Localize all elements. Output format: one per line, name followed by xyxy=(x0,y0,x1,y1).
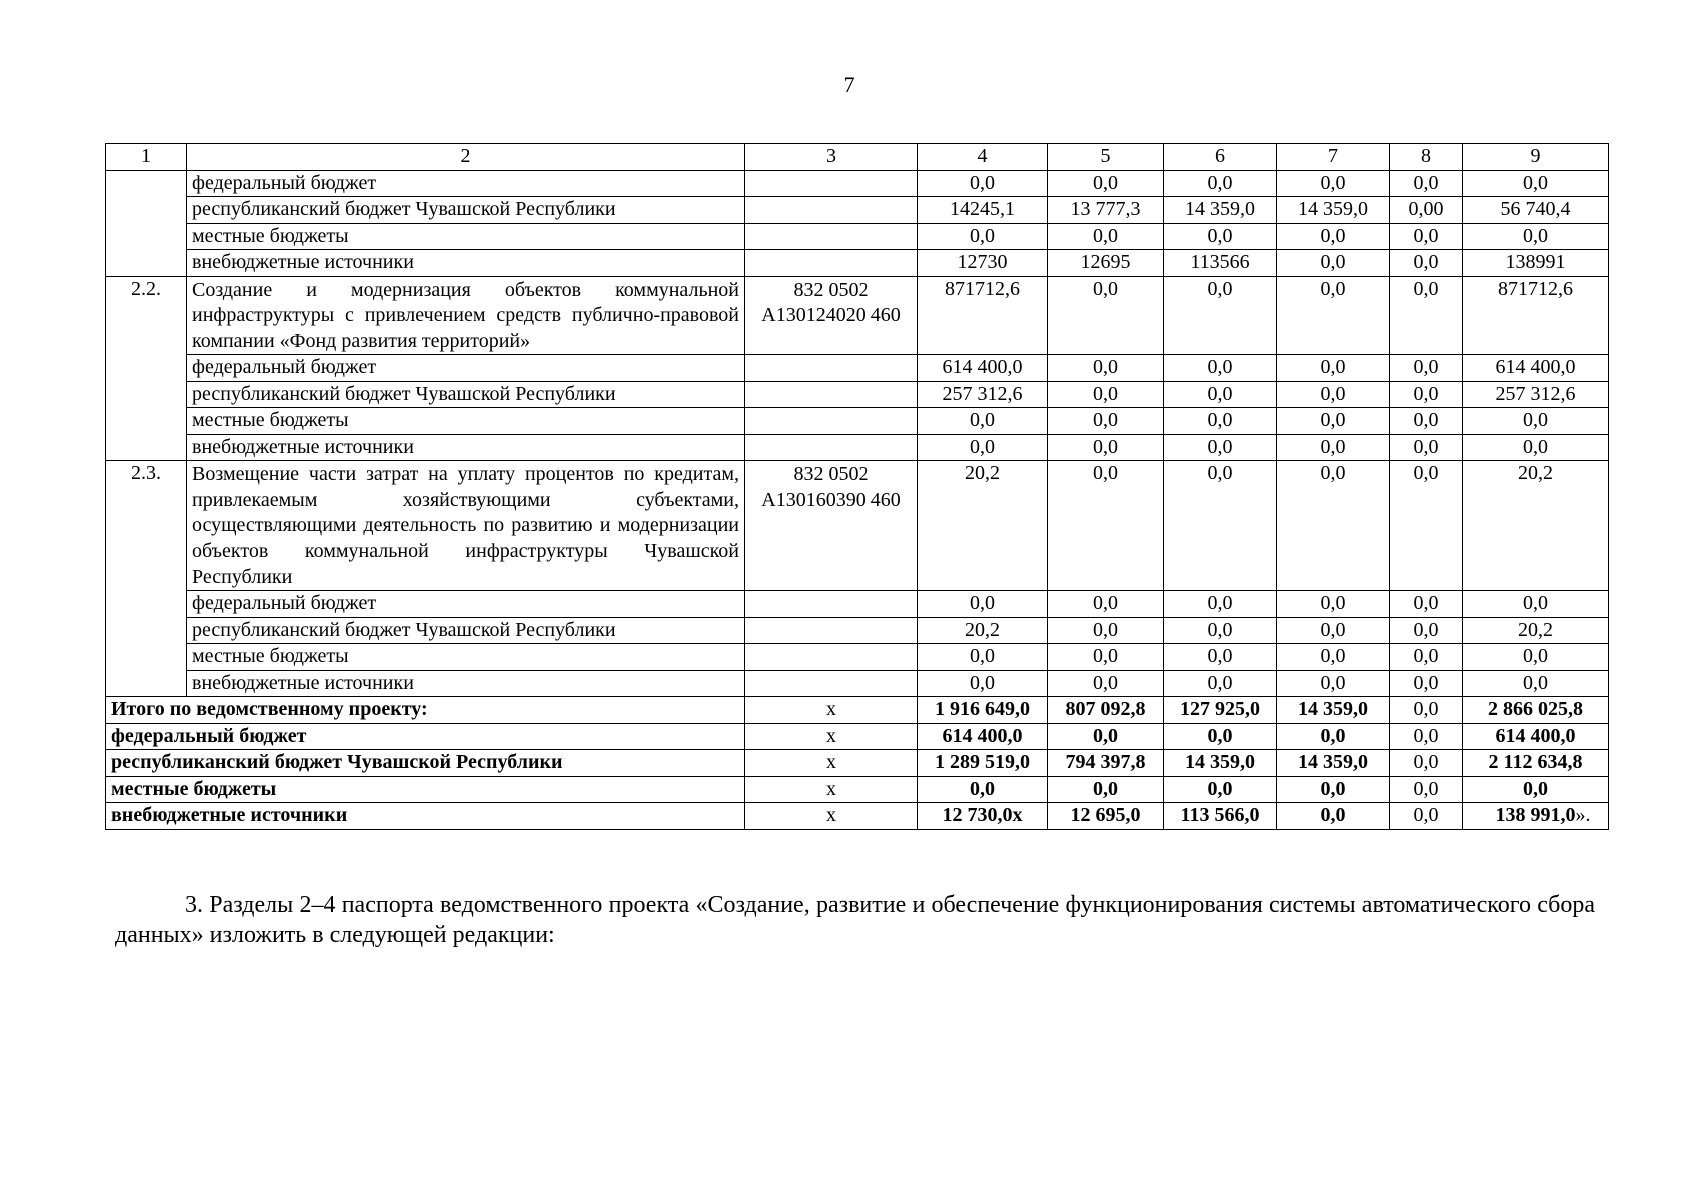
value-cell: 0,0 xyxy=(1390,434,1463,461)
value-cell: 20,2 xyxy=(1463,617,1609,644)
closing-quote: ». xyxy=(1575,804,1591,827)
value-cell: 0,0 xyxy=(1390,223,1463,250)
row-label: местные бюджеты xyxy=(187,644,745,671)
value-cell: 0,0 xyxy=(1164,434,1277,461)
table-row xyxy=(106,170,1609,197)
value-cell: 614 400,0 xyxy=(1463,723,1609,750)
value-cell: 20,2 xyxy=(918,461,1048,591)
code-cell xyxy=(745,170,918,197)
value-cell: 20,2 xyxy=(918,617,1048,644)
row-label: республиканский бюджет Чувашской Республики xyxy=(187,197,745,224)
value-cell: 0,0 xyxy=(1048,381,1164,408)
header-cell: 3 xyxy=(745,144,918,171)
value-cell: 0,0 xyxy=(1463,223,1609,250)
value-cell: 12695 xyxy=(1048,250,1164,277)
table-row xyxy=(106,434,1609,461)
value-cell: 0,0 xyxy=(918,170,1048,197)
value-cell: 0,0 xyxy=(1048,670,1164,697)
total-label: внебюджетные источники xyxy=(106,803,745,830)
value-cell: 0,0 xyxy=(1390,408,1463,435)
value-cell: 14245,1 xyxy=(918,197,1048,224)
value-cell: 0,0 xyxy=(1164,723,1277,750)
value-cell: 113 566,0 xyxy=(1164,803,1277,830)
value-cell: 0,0 xyxy=(918,776,1048,803)
value-cell: 12 730,0х xyxy=(918,803,1048,830)
header-cell: 5 xyxy=(1048,144,1164,171)
code-cell xyxy=(745,434,918,461)
table-row xyxy=(106,223,1609,250)
value-cell: 0,0 xyxy=(1048,223,1164,250)
table-row xyxy=(106,644,1609,671)
value-cell: 1 289 519,0 xyxy=(918,750,1048,777)
value-cell: 0,0 xyxy=(1277,723,1390,750)
x-cell: х xyxy=(745,776,918,803)
row-label: внебюджетные источники xyxy=(187,670,745,697)
code-cell xyxy=(745,670,918,697)
x-cell: х xyxy=(745,803,918,830)
value-cell: 0,0 xyxy=(1390,170,1463,197)
value-cell xyxy=(1463,803,1609,830)
value-cell: 0,0 xyxy=(1277,670,1390,697)
header-cell: 1 xyxy=(106,144,187,171)
value-cell: 12730 xyxy=(918,250,1048,277)
code-cell xyxy=(745,381,918,408)
value-cell: 0,0 xyxy=(1277,644,1390,671)
page-number: 7 xyxy=(843,72,855,97)
x-cell: х xyxy=(745,697,918,724)
value-cell: 20,2 xyxy=(1463,461,1609,591)
value-cell: 0,0 xyxy=(1048,408,1164,435)
value-cell: 0,0 xyxy=(1463,170,1609,197)
row-label: федеральный бюджет xyxy=(187,591,745,618)
table-row xyxy=(106,408,1609,435)
value-cell: 0,0 xyxy=(1277,381,1390,408)
total-row xyxy=(106,776,1609,803)
code-cell xyxy=(745,250,918,277)
section-row-2-3 xyxy=(106,461,1609,591)
value-cell: 0,0 xyxy=(1048,170,1164,197)
value-cell: 0,0 xyxy=(1164,617,1277,644)
value-cell: 871712,6 xyxy=(918,276,1048,355)
value-cell: 0,0 xyxy=(1390,697,1463,724)
value-cell: 794 397,8 xyxy=(1048,750,1164,777)
value-cell: 0,0 xyxy=(1277,223,1390,250)
table-row xyxy=(106,617,1609,644)
code-cell xyxy=(745,223,918,250)
value-cell: 0,0 xyxy=(1390,644,1463,671)
value-cell: 0,0 xyxy=(1048,434,1164,461)
header-row xyxy=(106,144,1609,171)
row-label: федеральный бюджет xyxy=(187,170,745,197)
value-cell: 0,0 xyxy=(1048,355,1164,382)
value-cell: 12 695,0 xyxy=(1048,803,1164,830)
code-cell xyxy=(745,591,918,618)
value-cell: 0,0 xyxy=(1277,461,1390,591)
value-cell: 0,0 xyxy=(1164,461,1277,591)
budget-code: 832 0502 А130124020 460 xyxy=(745,276,918,355)
value-cell: 0,0 xyxy=(1277,170,1390,197)
value-cell: 0,0 xyxy=(1463,408,1609,435)
value-cell: 0,0 xyxy=(1390,750,1463,777)
value-cell: 0,0 xyxy=(1277,776,1390,803)
value-cell: 0,0 xyxy=(1277,276,1390,355)
value-cell: 0,0 xyxy=(1164,591,1277,618)
code-cell xyxy=(745,408,918,435)
value-cell: 614 400,0 xyxy=(1463,355,1609,382)
value-cell: 14 359,0 xyxy=(1277,197,1390,224)
value-cell: 0,0 xyxy=(1164,670,1277,697)
value-cell: 0,0 xyxy=(1463,670,1609,697)
value-cell: 614 400,0 xyxy=(918,355,1048,382)
value-cell: 0,0 xyxy=(1164,170,1277,197)
value-cell: 1 916 649,0 xyxy=(918,697,1048,724)
value-cell: 0,0 xyxy=(1390,670,1463,697)
value-cell: 0,0 xyxy=(1390,355,1463,382)
value-cell: 0,0 xyxy=(1390,461,1463,591)
header-cell: 9 xyxy=(1463,144,1609,171)
value-cell: 0,0 xyxy=(1277,250,1390,277)
value-cell: 0,0 xyxy=(1048,461,1164,591)
value-cell: 807 092,8 xyxy=(1048,697,1164,724)
code-cell xyxy=(745,355,918,382)
value-cell: 138991 xyxy=(1463,250,1609,277)
value-cell: 257 312,6 xyxy=(1463,381,1609,408)
header-cell: 2 xyxy=(187,144,745,171)
value-cell: 0,0 xyxy=(918,223,1048,250)
total-row xyxy=(106,750,1609,777)
value-cell: 0,0 xyxy=(1164,776,1277,803)
table-row xyxy=(106,250,1609,277)
value-cell: 0,0 xyxy=(1048,617,1164,644)
value-text: 138 991,0 xyxy=(1495,804,1576,827)
value-cell: 2 112 634,8 xyxy=(1463,750,1609,777)
value-cell: 0,0 xyxy=(1048,776,1164,803)
value-cell: 0,0 xyxy=(918,408,1048,435)
body-paragraph: 3. Разделы 2–4 паспорта ведомственного проекта «Создание, развитие и обеспечение функционирования системы автоматического сбора данных» изложить в следующей редакции: xyxy=(115,892,1595,948)
total-label: федеральный бюджет xyxy=(106,723,745,750)
value-cell: 0,0 xyxy=(1390,381,1463,408)
code-cell xyxy=(745,644,918,671)
value-cell: 0,0 xyxy=(1164,408,1277,435)
budget-table xyxy=(105,143,1609,830)
value-cell: 0,0 xyxy=(918,591,1048,618)
value-cell: 14 359,0 xyxy=(1277,750,1390,777)
value-cell: 0,0 xyxy=(1463,434,1609,461)
value-cell: 0,0 xyxy=(1463,776,1609,803)
row-label: республиканский бюджет Чувашской Республики xyxy=(187,381,745,408)
value-cell: 0,0 xyxy=(1463,591,1609,618)
section-number: 2.2. xyxy=(106,276,187,461)
code-cell xyxy=(745,197,918,224)
table-row xyxy=(106,197,1609,224)
row-label: местные бюджеты xyxy=(187,223,745,250)
value-cell: 0,00 xyxy=(1390,197,1463,224)
budget-code: 832 0502 А130160390 460 xyxy=(745,461,918,591)
value-cell: 13 777,3 xyxy=(1048,197,1164,224)
x-cell: х xyxy=(745,750,918,777)
table-row xyxy=(106,381,1609,408)
total-label: республиканский бюджет Чувашской Республики xyxy=(106,750,745,777)
section-title: Создание и модернизация объектов коммунальной инфраструктуры с привлечением средств публично-правовой компании «Фонд развития территорий» xyxy=(187,276,745,355)
x-cell: х xyxy=(745,723,918,750)
value-cell: 56 740,4 xyxy=(1463,197,1609,224)
table-row xyxy=(106,355,1609,382)
header-cell: 4 xyxy=(918,144,1048,171)
value-cell: 0,0 xyxy=(1463,644,1609,671)
total-label: Итого по ведомственному проекту: xyxy=(106,697,745,724)
value-cell: 0,0 xyxy=(1390,723,1463,750)
value-cell: 0,0 xyxy=(1164,644,1277,671)
value-cell: 871712,6 xyxy=(1463,276,1609,355)
code-cell xyxy=(745,617,918,644)
value-cell: 0,0 xyxy=(1277,803,1390,830)
row-label: местные бюджеты xyxy=(187,408,745,435)
value-cell: 14 359,0 xyxy=(1164,750,1277,777)
total-label: местные бюджеты xyxy=(106,776,745,803)
section-title: Возмещение части затрат на уплату процентов по кредитам, привлекаемым хозяйствующими субъектами, осуществляющими деятельность по развитию и модернизации объектов коммунальной инфраструктуры Чувашской Республики xyxy=(187,461,745,591)
value-cell: 0,0 xyxy=(1048,276,1164,355)
value-cell: 257 312,6 xyxy=(918,381,1048,408)
row-label: внебюджетные источники xyxy=(187,434,745,461)
value-cell: 0,0 xyxy=(1048,723,1164,750)
table-row xyxy=(106,591,1609,618)
total-row xyxy=(106,697,1609,724)
value-cell: 0,0 xyxy=(1390,617,1463,644)
total-row xyxy=(106,723,1609,750)
value-cell: 0,0 xyxy=(1277,408,1390,435)
empty-num-cell xyxy=(106,170,187,276)
header-cell: 7 xyxy=(1277,144,1390,171)
value-cell: 0,0 xyxy=(918,644,1048,671)
row-label: республиканский бюджет Чувашской Республики xyxy=(187,617,745,644)
value-cell: 0,0 xyxy=(918,434,1048,461)
value-cell: 113566 xyxy=(1164,250,1277,277)
empty-num-cell xyxy=(106,591,187,697)
value-cell: 0,0 xyxy=(1277,617,1390,644)
value-cell: 0,0 xyxy=(1390,250,1463,277)
value-cell: 0,0 xyxy=(1164,276,1277,355)
header-cell: 8 xyxy=(1390,144,1463,171)
value-cell: 0,0 xyxy=(1390,776,1463,803)
value-cell: 0,0 xyxy=(1164,223,1277,250)
value-cell: 127 925,0 xyxy=(1164,697,1277,724)
value-cell: 0,0 xyxy=(1390,591,1463,618)
value-cell: 0,0 xyxy=(1048,644,1164,671)
value-cell: 0,0 xyxy=(1277,591,1390,618)
value-cell: 0,0 xyxy=(918,670,1048,697)
value-cell: 0,0 xyxy=(1390,276,1463,355)
section-number: 2.3. xyxy=(106,461,187,591)
value-cell: 0,0 xyxy=(1390,803,1463,830)
value-cell: 0,0 xyxy=(1277,434,1390,461)
value-cell: 0,0 xyxy=(1048,591,1164,618)
table-row xyxy=(106,670,1609,697)
section-row-2-2 xyxy=(106,276,1609,355)
value-cell: 0,0 xyxy=(1277,355,1390,382)
value-cell: 14 359,0 xyxy=(1164,197,1277,224)
value-cell: 0,0 xyxy=(1164,355,1277,382)
row-label: федеральный бюджет xyxy=(187,355,745,382)
value-cell: 0,0 xyxy=(1164,381,1277,408)
value-cell: 2 866 025,8 xyxy=(1463,697,1609,724)
row-label: внебюджетные источники xyxy=(187,250,745,277)
total-row xyxy=(106,803,1609,830)
value-cell: 14 359,0 xyxy=(1277,697,1390,724)
header-cell: 6 xyxy=(1164,144,1277,171)
value-cell: 614 400,0 xyxy=(918,723,1048,750)
